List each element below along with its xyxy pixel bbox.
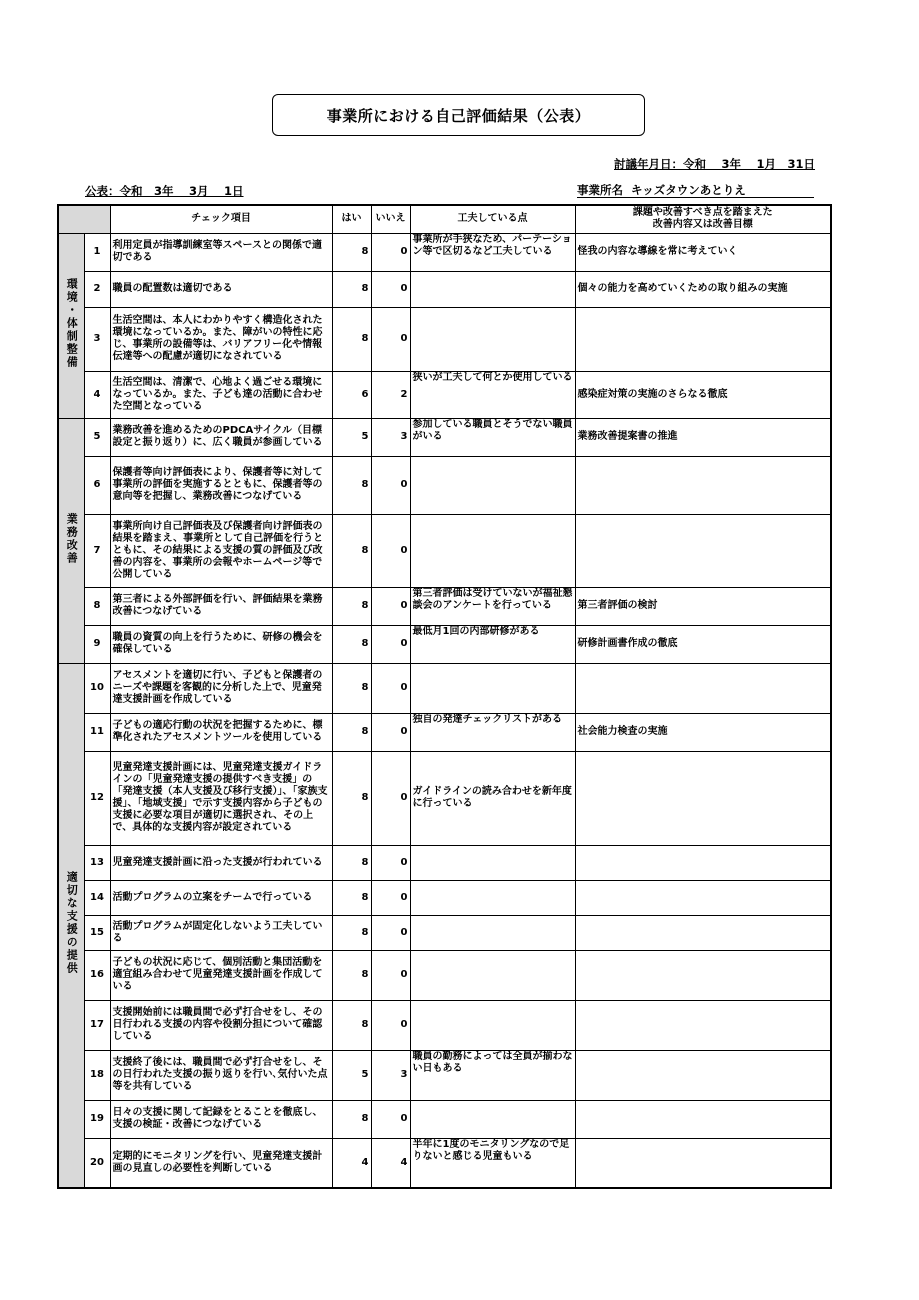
check-item: 事業所向け自己評価表及び保護者向け評価表の結果を踏まえ、事業所として自己評価を行うとともに、その結果による支援の質の評価及び改善の内容を、事業所の会報やホームページ等で公開している [110, 514, 332, 587]
no-count: 0 [371, 233, 410, 271]
header-corner [58, 205, 110, 233]
header-no: いいえ [371, 205, 410, 233]
innovation-note: 職員の勤務によっては全員が揃わない日もある [410, 1050, 575, 1100]
row-number: 7 [84, 514, 110, 587]
table-row [58, 1050, 831, 1100]
table-row [58, 1100, 831, 1138]
check-item: 児童発達支援計画に沿った支援が行われている [110, 845, 332, 880]
table-row [58, 233, 831, 271]
table-row [58, 950, 831, 1000]
page-title: 事業所における自己評価結果（公表） [272, 94, 645, 136]
evaluation-table [57, 204, 832, 1189]
yes-count: 8 [332, 713, 371, 751]
no-count: 4 [371, 1138, 410, 1188]
check-item: 利用定員が指導訓練室等スペースとの関係で適切である [110, 233, 332, 271]
no-count: 0 [371, 307, 410, 371]
row-number: 18 [84, 1050, 110, 1100]
innovation-note: 最低月1回の内部研修がある [410, 625, 575, 663]
yes-count: 8 [332, 625, 371, 663]
table-row [58, 418, 831, 456]
improvement-note [575, 1100, 831, 1138]
yes-count: 8 [332, 456, 371, 514]
improvement-note: 個々の能力を高めていくための取り組みの実施 [575, 271, 831, 307]
row-number: 6 [84, 456, 110, 514]
header-yes: はい [332, 205, 371, 233]
yes-count: 5 [332, 418, 371, 456]
improvement-note [575, 1050, 831, 1100]
header-improvement: 課題や改善すべき点を踏まえた 改善内容又は改善目標 [575, 205, 831, 233]
improvement-note [575, 456, 831, 514]
improvement-note: 研修計画書作成の徹底 [575, 625, 831, 663]
innovation-note [410, 915, 575, 950]
check-item: 業務改善を進めるためのPDCAサイクル（目標設定と振り返り）に、広く職員が参画している [110, 418, 332, 456]
improvement-note [575, 514, 831, 587]
innovation-note [410, 514, 575, 587]
table-row [58, 713, 831, 751]
category-label: 環境・体制整備 [65, 278, 79, 369]
no-count: 2 [371, 371, 410, 418]
table-row [58, 845, 831, 880]
row-number: 20 [84, 1138, 110, 1188]
yes-count: 8 [332, 514, 371, 587]
discussion-date: 討議年月日：令和 3年 1月 31日 [614, 157, 816, 171]
no-count: 3 [371, 1050, 410, 1100]
table-row [58, 663, 831, 713]
table-row [58, 271, 831, 307]
no-count: 0 [371, 713, 410, 751]
office-name-field [577, 183, 814, 198]
check-item: 子どもの適応行動の状況を把握するために、標準化されたアセスメントツールを使用している [110, 713, 332, 751]
table-row [58, 880, 831, 915]
innovation-note [410, 456, 575, 514]
table-row [58, 625, 831, 663]
row-number: 9 [84, 625, 110, 663]
innovation-note [410, 950, 575, 1000]
yes-count: 4 [332, 1138, 371, 1188]
improvement-note [575, 950, 831, 1000]
no-count: 0 [371, 625, 410, 663]
row-number: 5 [84, 418, 110, 456]
row-number: 15 [84, 915, 110, 950]
innovation-note [410, 271, 575, 307]
yes-count: 8 [332, 1000, 371, 1050]
innovation-note [410, 1100, 575, 1138]
no-count: 0 [371, 514, 410, 587]
table-row [58, 1138, 831, 1188]
innovation-note: 半年に1度のモニタリングなので足りないと感じる児童もいる [410, 1138, 575, 1188]
improvement-note [575, 1000, 831, 1050]
improvement-note [575, 751, 831, 845]
table-row [58, 514, 831, 587]
check-item: 活動プログラムが固定化しないよう工夫している [110, 915, 332, 950]
innovation-note [410, 307, 575, 371]
table-row [58, 307, 831, 371]
table-row [58, 456, 831, 514]
table-row [58, 915, 831, 950]
innovation-note: ガイドラインの読み合わせを新年度に行っている [410, 751, 575, 845]
improvement-note: 第三者評価の検討 [575, 587, 831, 625]
check-item: 支援終了後には、職員間で必ず打合せをし、その日行われた支援の振り返りを行い､気付いた点等を共有している [110, 1050, 332, 1100]
yes-count: 8 [332, 663, 371, 713]
row-number: 2 [84, 271, 110, 307]
no-count: 3 [371, 418, 410, 456]
yes-count: 8 [332, 880, 371, 915]
table-header-row [58, 205, 831, 233]
check-item: 職員の配置数は適切である [110, 271, 332, 307]
row-number: 13 [84, 845, 110, 880]
improvement-note [575, 845, 831, 880]
improvement-note [575, 307, 831, 371]
improvement-note [575, 880, 831, 915]
check-item: 保護者等向け評価表により、保護者等に対して事業所の評価を実施するとともに、保護者等の意向等を把握し、業務改善につなげている [110, 456, 332, 514]
header-item: チェック項目 [110, 205, 332, 233]
row-number: 16 [84, 950, 110, 1000]
publication-date: 公表：令和 3年 3月 1日 [85, 184, 244, 198]
yes-count: 8 [332, 233, 371, 271]
no-count: 0 [371, 751, 410, 845]
innovation-note: 事業所が手狭なため、パーテーション等で区切るなど工夫している [410, 233, 575, 271]
office-label: 事業所名 [577, 183, 623, 197]
improvement-note: 感染症対策の実施のさらなる徹底 [575, 371, 831, 418]
yes-count: 5 [332, 1050, 371, 1100]
yes-count: 8 [332, 271, 371, 307]
row-number: 12 [84, 751, 110, 845]
yes-count: 8 [332, 1100, 371, 1138]
improvement-note: 業務改善提案書の推進 [575, 418, 831, 456]
yes-count: 8 [332, 845, 371, 880]
row-number: 11 [84, 713, 110, 751]
table-row [58, 371, 831, 418]
improvement-note: 怪我の内容な導線を常に考えていく [575, 233, 831, 271]
check-item: 児童発達支援計画には、児童発達支援ガイドラインの「児童発達支援の提供すべき支援」の「発達支援（本人支援及び移行支援）」、「家族支援」、「地域支援」で示す支援内容から子どもの支援に必要な項目が適切に選択され、その上で、具体的な支援内容が設定されている [110, 751, 332, 845]
innovation-note [410, 1000, 575, 1050]
yes-count: 8 [332, 915, 371, 950]
innovation-note [410, 880, 575, 915]
check-item: 活動プログラムの立案をチームで行っている [110, 880, 332, 915]
yes-count: 8 [332, 587, 371, 625]
check-item: 定期的にモニタリングを行い、児童発達支援計画の見直しの必要性を判断している [110, 1138, 332, 1188]
category-cell [58, 663, 84, 1188]
improvement-note [575, 1138, 831, 1188]
category-label: 適切な支援の提供 [65, 871, 79, 976]
check-item: 日々の支援に関して記録をとることを徹底し、支援の検証・改善につなげている [110, 1100, 332, 1138]
innovation-note: 第三者評価は受けていないが福祉懇談会のアンケートを行っている [410, 587, 575, 625]
yes-count: 6 [332, 371, 371, 418]
office-name: キッズタウンあとりえ [631, 183, 746, 197]
no-count: 0 [371, 271, 410, 307]
yes-count: 8 [332, 307, 371, 371]
check-item: 支援開始前には職員間で必ず打合せをし、その日行われる支援の内容や役割分担について確認している [110, 1000, 332, 1050]
header-innovation: 工夫している点 [410, 205, 575, 233]
check-item: 子どもの状況に応じて、個別活動と集団活動を適宜組み合わせて児童発達支援計画を作成している [110, 950, 332, 1000]
row-number: 4 [84, 371, 110, 418]
innovation-note: 参加している職員とそうでない職員がいる [410, 418, 575, 456]
category-label: 業務改善 [65, 512, 79, 565]
no-count: 0 [371, 587, 410, 625]
row-number: 17 [84, 1000, 110, 1050]
table-row [58, 751, 831, 845]
yes-count: 8 [332, 950, 371, 1000]
no-count: 0 [371, 845, 410, 880]
no-count: 0 [371, 880, 410, 915]
check-item: 第三者による外部評価を行い、評価結果を業務改善につなげている [110, 587, 332, 625]
row-number: 3 [84, 307, 110, 371]
improvement-note [575, 663, 831, 713]
improvement-note [575, 915, 831, 950]
yes-count: 8 [332, 751, 371, 845]
check-item: 生活空間は、本人にわかりやすく構造化された環境になっているか。また、障がいの特性に応じ、事業所の設備等は、バリアフリー化や情報伝達等への配慮が適切になされている [110, 307, 332, 371]
row-number: 19 [84, 1100, 110, 1138]
check-item: 職員の資質の向上を行うために、研修の機会を確保している [110, 625, 332, 663]
category-cell [58, 233, 84, 418]
table-row [58, 1000, 831, 1050]
no-count: 0 [371, 663, 410, 713]
innovation-note: 独自の発達チェックリストがある [410, 713, 575, 751]
improvement-note: 社会能力検査の実施 [575, 713, 831, 751]
check-item: アセスメントを適切に行い、子どもと保護者のニーズや課題を客観的に分析した上で、児童発達支援計画を作成している [110, 663, 332, 713]
row-number: 8 [84, 587, 110, 625]
no-count: 0 [371, 950, 410, 1000]
no-count: 0 [371, 456, 410, 514]
table-row [58, 587, 831, 625]
row-number: 14 [84, 880, 110, 915]
category-cell [58, 418, 84, 663]
row-number: 10 [84, 663, 110, 713]
check-item: 生活空間は、清潔で、心地よく過ごせる環境になっているか。また、子ども達の活動に合わせた空間となっている [110, 371, 332, 418]
no-count: 0 [371, 1000, 410, 1050]
innovation-note [410, 845, 575, 880]
innovation-note [410, 663, 575, 713]
row-number: 1 [84, 233, 110, 271]
innovation-note: 狭いが工夫して何とか使用している [410, 371, 575, 418]
no-count: 0 [371, 915, 410, 950]
no-count: 0 [371, 1100, 410, 1138]
